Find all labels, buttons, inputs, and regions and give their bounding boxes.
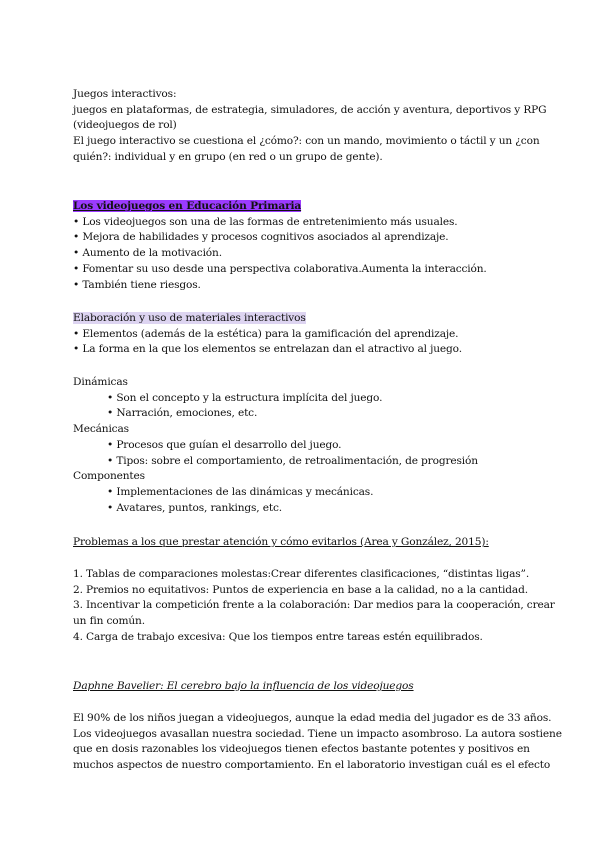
primaria-section bbox=[73, 199, 531, 293]
elementos-section bbox=[73, 375, 531, 516]
numbered-item: un fin común. bbox=[73, 615, 145, 628]
numbered-item: 4. Carga de trabajo excesiva: Que los tiempos entre tareas estén equilibrados. bbox=[73, 630, 483, 643]
section-heading: Elaboración y uso de materiales interactivos bbox=[73, 312, 306, 324]
bullet-item: • Son el concepto y la estructura implícita del juego. bbox=[107, 391, 383, 404]
intro-text-line: El juego interactivo se cuestiona el ¿cómo?: con un mando, movimiento o táctil y un ¿con bbox=[73, 135, 540, 148]
bullet-item: • Fomentar su uso desde una perspectiva colaborativa.Aumenta la interacción. bbox=[73, 262, 487, 275]
subheading-dinamicas: Dinámicas bbox=[73, 376, 128, 388]
subheading-mecanicas: Mecánicas bbox=[73, 423, 129, 436]
bullet-item: • Tipos: sobre el comportamiento, de retroalimentación, de progresión bbox=[107, 454, 478, 467]
paragraph-line: Los videojuegos avasallan nuestra sociedad. Tiene un impacto asombroso. La autora sostiene bbox=[73, 727, 562, 740]
intro-section bbox=[73, 87, 547, 166]
bavelier-section bbox=[73, 679, 531, 695]
paragraph-line: muchos aspectos de nuestro comportamiento. En el laboratorio investigan cuál es el efecto bbox=[73, 759, 551, 772]
numbered-item: 2. Premios no equitativos: Puntos de experiencia en base a la calidad, no a la cantidad. bbox=[73, 583, 528, 596]
problemas-list bbox=[73, 567, 555, 646]
numbered-item: 3. Incentivar la competición frente a la colaboración: Dar medios para la cooperación, crear bbox=[73, 599, 555, 612]
intro-title: Juegos interactivos: bbox=[73, 88, 177, 100]
paragraph-line: El 90% de los niños juegan a videojuegos, aunque la edad media del jugador es de 33 años. bbox=[73, 712, 552, 724]
intro-text-line: quién?: individual y en grupo (en red o un grupo de gente). bbox=[73, 150, 383, 163]
paragraph-line: que en dosis razonables los videojuegos tienen efectos bastante potentes y positivos en bbox=[73, 743, 530, 756]
intro-text-line: juegos en plataformas, de estrategia, simuladores, de acción y aventura, deportivos y RPG bbox=[73, 103, 547, 116]
bullet-item: • Aumento de la motivación. bbox=[73, 247, 222, 260]
bullet-item: • Implementaciones de las dinámicas y mecánicas. bbox=[107, 485, 374, 498]
bullet-item: • Mejora de habilidades y procesos cognitivos asociados al aprendizaje. bbox=[73, 231, 449, 244]
problemas-section bbox=[73, 535, 531, 551]
bullet-item: • Avatares, puntos, rankings, etc. bbox=[107, 501, 282, 514]
section-heading: Daphne Bavelier: El cerebro bajo la influencia de los videojuegos bbox=[73, 680, 414, 692]
section-heading: Problemas a los que prestar atención y cómo evitarlos (Area y González, 2015): bbox=[73, 536, 489, 548]
intro-text-line: (videojuegos de rol) bbox=[73, 119, 177, 132]
bavelier-paragraph bbox=[73, 711, 562, 774]
bullet-item: • Narración, emociones, etc. bbox=[107, 407, 258, 420]
subheading-componentes: Componentes bbox=[73, 470, 145, 483]
bullet-item: • Elementos (además de la estética) para la gamificación del aprendizaje. bbox=[73, 327, 459, 340]
elaboracion-section bbox=[73, 311, 531, 358]
bullet-item: • Procesos que guían el desarrollo del juego. bbox=[107, 438, 342, 451]
section-heading: Los videojuegos en Educación Primaria bbox=[73, 200, 302, 212]
bullet-item: • La forma en la que los elementos se entrelazan dan el atractivo al juego. bbox=[73, 343, 462, 356]
bullet-item: • Los videojuegos son una de las formas de entretenimiento más usuales. bbox=[73, 215, 458, 228]
bullet-item: • También tiene riesgos. bbox=[73, 278, 201, 291]
numbered-item: 1. Tablas de comparaciones molestas:Crear diferentes clasificaciones, “distintas ligas”. bbox=[73, 568, 530, 580]
